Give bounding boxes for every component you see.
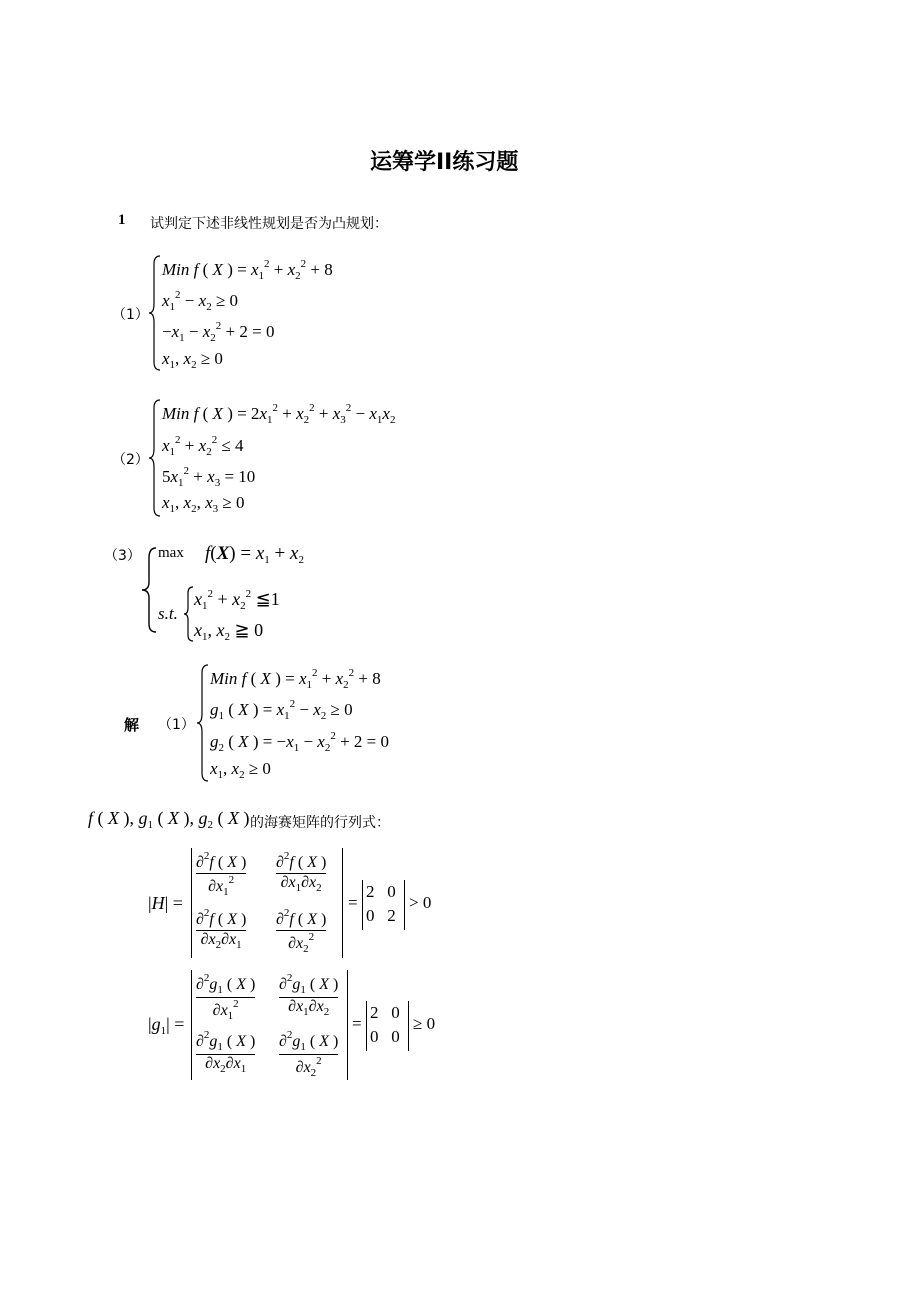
p2-constraint-1: $x_1^2 + x_2^2 \le 4$: [162, 434, 244, 458]
solution-label: 解: [124, 716, 140, 734]
p3-max-word: max: [158, 545, 184, 561]
det-H-entry-11: ∂$^2$f ( X ) $\partial x_1^2$: [196, 850, 247, 898]
brace-problem-1: [148, 254, 162, 372]
page-title: 运筹学II练习题: [370, 150, 519, 175]
det-H-num-left-bar: [362, 880, 363, 930]
sol-g1: $g_1$ ( X ) = $x_1^2 - x_2 \ge 0$: [210, 698, 353, 722]
det-g1-entry-22: $\partial^2g_1$ ( X ) $\partial x_2^2$: [279, 1029, 339, 1079]
p1-constraint-2: $-x_1 - x_2^2 + 2 = 0$: [162, 320, 275, 344]
p3-st-word: s.t.: [158, 604, 178, 623]
det-H-right-bar: [342, 848, 343, 958]
det-g1-entry-12: $\partial^2g_1$ ( X ) $\partial x_1\partial x_2$: [279, 972, 339, 1018]
p2-constraint-3: $x_1$, $x_2$, $x_3 \ge 0$: [162, 493, 245, 515]
det-H-entry-21: ∂$^2$f ( X ) $\partial x_2\partial x_1$: [196, 907, 247, 951]
det-g1-entry-21: $\partial^2g_1$ ( X ) $\partial x_2\partial x_1$: [196, 1029, 256, 1075]
p3-objective: $f(X) = x_1 + x_2$: [205, 543, 304, 566]
det-H-equals: =: [348, 893, 358, 912]
brace-solution-1: [196, 663, 210, 783]
det-g1-numeric: 2 0 0 0: [370, 1003, 400, 1046]
p1-constraint-1: $x_1^2 - x_2 \ge 0$: [162, 289, 239, 313]
det-g1-left-bar: [191, 970, 192, 1080]
label-problem-1: （1）: [112, 307, 149, 323]
label-problem-3: （3）: [104, 548, 141, 564]
hessian-functions: f ( X ), $g_1$ ( X ), $g_2$ ( X ): [88, 808, 250, 831]
p2-objective: Min f ( X ) = $2x_1^2 + x_2^2 + x_3^2 - x_1x_2$: [162, 402, 396, 426]
det-g1-equals: =: [352, 1014, 362, 1033]
min-word: Min: [162, 260, 190, 279]
sol-g2: $g_2$ ( X ) = $-x_1 - x_2^2 + 2 = 0$: [210, 730, 390, 754]
p3-constraint-2: $x_1$, $x_2$ ≧ 0: [194, 620, 264, 643]
problem-number: 1: [118, 212, 126, 228]
det-H-entry-22: ∂$^2$f ( X ) $\partial x_2^2$: [276, 907, 327, 955]
p3-constraint-1: $x_1^2 + x_2^2$ ≦1: [194, 588, 280, 612]
brace-problem-2: [148, 398, 162, 518]
det-H-numeric: 2 0 0 2: [366, 882, 396, 925]
p2-constraint-2: $5x_1^2 + x_3 = 10$: [162, 465, 256, 489]
det-H-result: > 0: [409, 893, 432, 912]
det-g1-entry-11: $\partial^2g_1$ ( X ) $\partial x_1^2$: [196, 972, 256, 1022]
det-H-label: |H| =: [148, 893, 183, 913]
brace-problem-3-outer: [140, 544, 158, 636]
det-g1-label: $|g_1|$ =: [148, 1014, 185, 1037]
sol-objective: Min f ( X ) = $x_1^2 + x_2^2 + 8$: [210, 667, 381, 691]
det-H-left-bar: [191, 848, 192, 958]
hessian-text: 的海赛矩阵的行列式：: [250, 815, 390, 831]
det-g1-num-right-bar: [408, 1001, 409, 1051]
label-problem-2: （2）: [112, 452, 149, 468]
det-g1-num-left-bar: [366, 1001, 367, 1051]
det-g1-result: ≥ 0: [413, 1014, 436, 1033]
p1-constraint-3: $x_1$, $x_2 \ge 0$: [162, 349, 223, 371]
det-H-num-right-bar: [404, 880, 405, 930]
problem-statement: 试判定下述非线性规划是否为凸规划：: [150, 216, 388, 232]
sol-nonneg: $x_1$, $x_2 \ge 0$: [210, 759, 271, 781]
det-H-entry-12: ∂$^2$f ( X ) $\partial x_1\partial x_2$: [276, 850, 327, 894]
det-g1-right-bar: [347, 970, 348, 1080]
solution-part-1-label: （1）: [158, 717, 195, 733]
p1-objective: Min f ( X ) = $x_1^2 + x_2^2 + 8$: [162, 258, 333, 282]
